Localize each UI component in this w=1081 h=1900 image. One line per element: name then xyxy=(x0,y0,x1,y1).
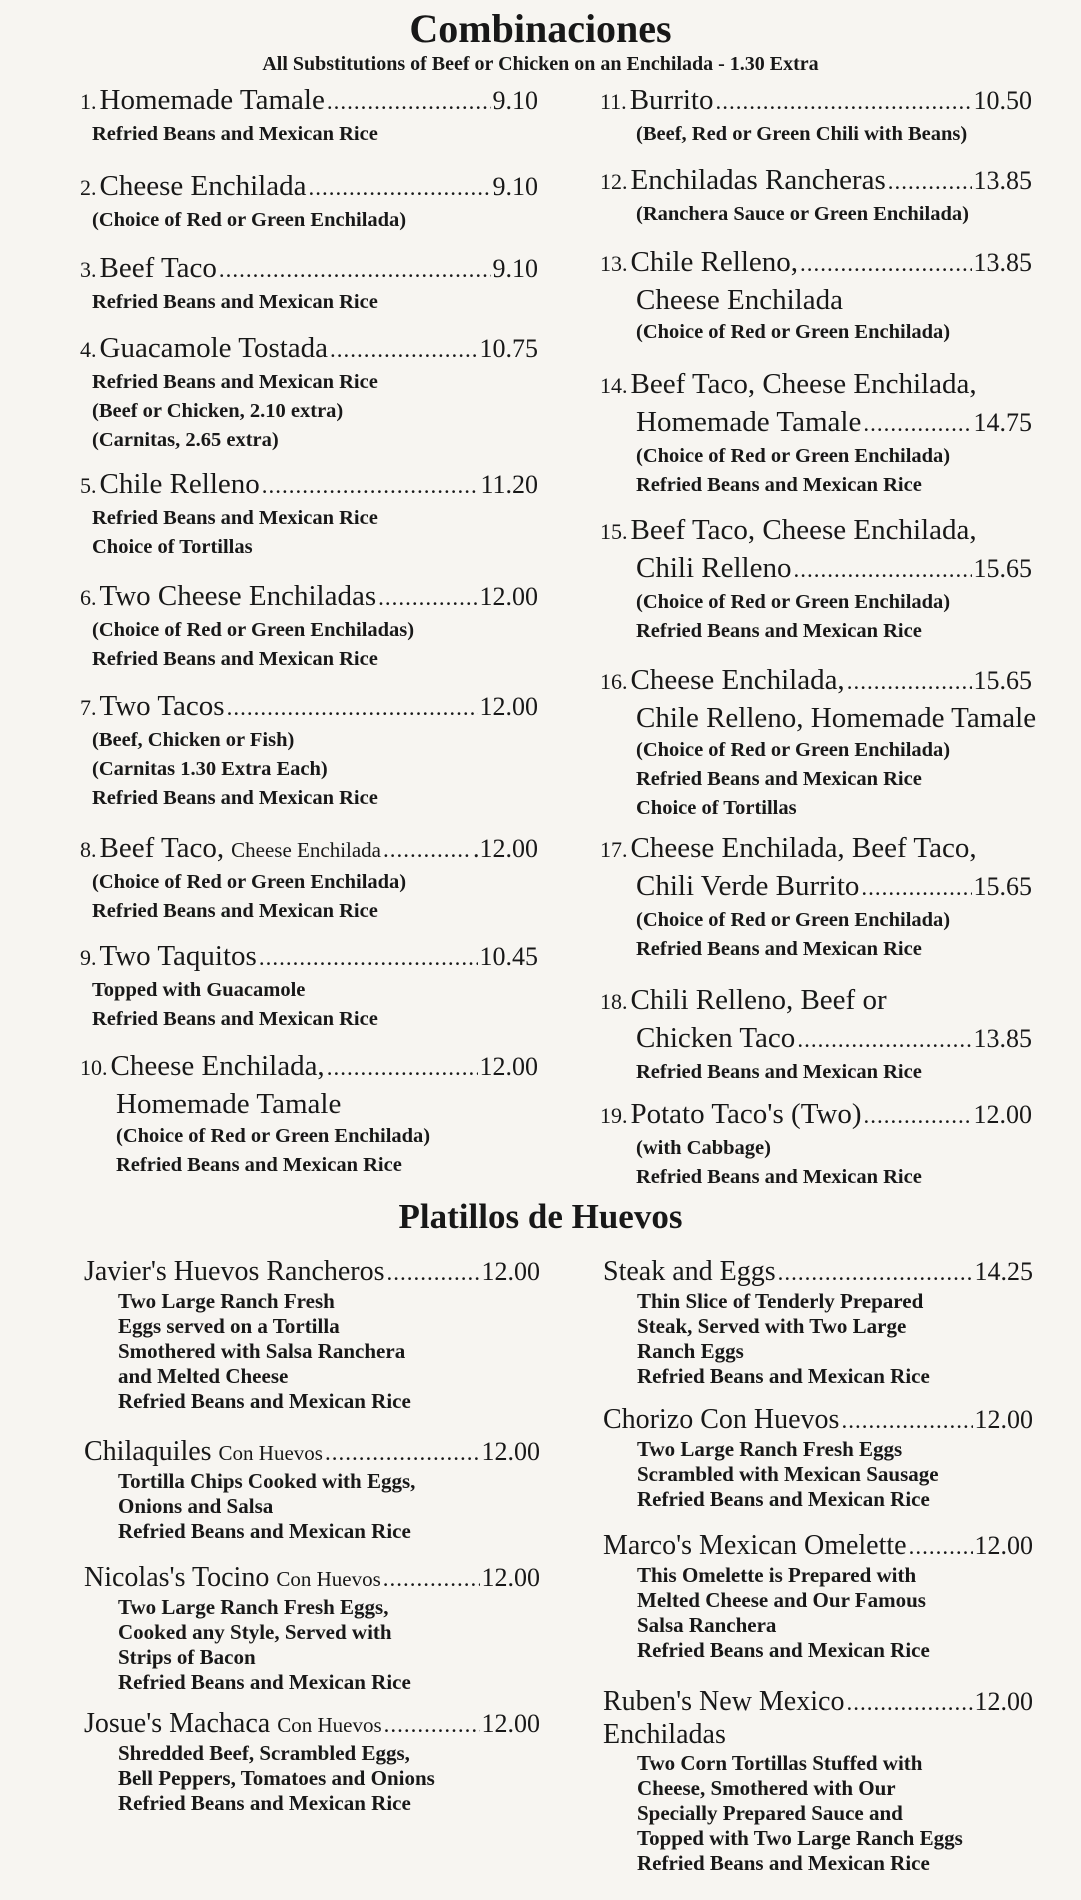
menu-item-header xyxy=(600,550,1032,588)
item-description-line: Refried Beans and Mexican Rice xyxy=(636,938,922,960)
item-name-suffix: Con Huevos xyxy=(276,1567,381,1591)
item-name: Guacamole Tostada xyxy=(99,332,329,364)
item-name: Cheese Enchilada, xyxy=(110,1050,325,1082)
menu-item-header xyxy=(80,688,538,726)
item-price: 14.25 xyxy=(974,1257,1033,1286)
item-name: Steak and Eggs xyxy=(603,1256,776,1287)
item-description-line: Two Large Ranch Fresh Eggs xyxy=(637,1437,903,1461)
item-description-line: Strips of Bacon xyxy=(118,1645,256,1669)
item-description-line: Refried Beans and Mexican Rice xyxy=(92,900,378,922)
item-description-line: Cooked any Style, Served with xyxy=(118,1620,392,1644)
menu-item-header xyxy=(80,466,538,504)
dot-leader xyxy=(219,252,491,288)
item-description xyxy=(603,1563,1033,1663)
dot-leader xyxy=(863,1098,971,1134)
item-description-line: Refried Beans and Mexican Rice xyxy=(118,1791,411,1815)
item-description xyxy=(603,1289,1033,1389)
item-price: 10.45 xyxy=(479,942,538,971)
menu-item xyxy=(84,1708,540,1816)
item-name: Chorizo Con Huevos xyxy=(603,1404,840,1435)
dot-leader xyxy=(909,1531,973,1563)
item-name: Chili Relleno xyxy=(636,552,792,584)
menu-item xyxy=(603,1404,1033,1512)
item-description-line: Refried Beans and Mexican Rice xyxy=(92,507,378,529)
dot-leader xyxy=(262,468,479,504)
item-description-line: (Choice of Red or Green Enchilada) xyxy=(92,209,407,231)
item-price: 11.20 xyxy=(480,470,538,499)
item-description-line: (Carnitas 1.30 Extra Each) xyxy=(92,758,328,780)
item-price: 12.00 xyxy=(481,1257,540,1286)
item-description-line: Refried Beans and Mexican Rice xyxy=(636,768,922,790)
item-name: Nicolas's Tocino xyxy=(84,1562,270,1593)
menu-item xyxy=(600,662,1037,823)
menu-item-header xyxy=(603,1404,1033,1437)
item-price: 12.00 xyxy=(481,1563,540,1592)
item-number: 7. xyxy=(80,695,97,720)
huevos-section-title: Platillos de Huevos xyxy=(398,1197,683,1236)
item-description-line: Refried Beans and Mexican Rice xyxy=(636,620,922,642)
item-description xyxy=(600,1058,1032,1087)
item-description-line: Eggs served on a Tortilla xyxy=(118,1314,340,1338)
menu-item xyxy=(600,512,1032,646)
menu-item-header xyxy=(80,168,538,206)
menu-item-header xyxy=(84,1436,540,1469)
item-price: 9.10 xyxy=(492,172,538,201)
menu-item xyxy=(80,168,538,235)
item-description xyxy=(80,120,538,149)
item-number: 12. xyxy=(600,169,628,194)
item-description-line: Refried Beans and Mexican Rice xyxy=(636,1061,922,1083)
item-description-line: Refried Beans and Mexican Rice xyxy=(92,291,378,313)
item-description-line: Shredded Beef, Scrambled Eggs, xyxy=(118,1741,410,1765)
menu-item xyxy=(84,1256,540,1414)
item-description-line: Refried Beans and Mexican Rice xyxy=(637,1851,930,1875)
menu-item xyxy=(80,938,538,1034)
menu-item xyxy=(80,578,538,674)
item-description xyxy=(603,1437,1033,1512)
item-name-continued: Homemade Tamale xyxy=(116,1088,342,1120)
item-price: 12.00 xyxy=(481,1709,540,1738)
item-name-continued: Enchiladas xyxy=(603,1719,726,1750)
item-number: 13. xyxy=(600,251,628,276)
item-number: 4. xyxy=(80,337,97,362)
item-description xyxy=(600,120,1032,149)
item-description-line: Ranch Eggs xyxy=(637,1339,744,1363)
item-description xyxy=(600,588,1032,646)
item-description-line: (Beef or Chicken, 2.10 extra) xyxy=(92,400,344,422)
item-name: Potato Taco's (Two) xyxy=(630,1098,862,1130)
item-name-continued: Cheese Enchilada xyxy=(636,284,843,316)
item-price: 12.00 xyxy=(479,1052,538,1081)
item-description xyxy=(80,1122,538,1180)
item-price: 10.50 xyxy=(973,86,1032,115)
menu-item-header xyxy=(600,404,1032,442)
menu-item-header xyxy=(600,244,1032,282)
menu-item xyxy=(600,162,1032,229)
item-description xyxy=(80,976,538,1034)
item-description xyxy=(80,504,538,562)
menu-item xyxy=(80,466,538,562)
menu-item-header xyxy=(80,1048,538,1086)
item-number: 6. xyxy=(80,585,97,610)
item-description-line: (Choice of Red or Green Enchilada) xyxy=(92,871,407,893)
item-name-continued: Chile Relleno, Homemade Tamale xyxy=(636,702,1037,734)
item-description-line: Refried Beans and Mexican Rice xyxy=(92,648,378,670)
item-price: 12.00 xyxy=(479,582,538,611)
item-description-line: Specially Prepared Sauce and xyxy=(637,1801,903,1825)
item-price: 12.00 xyxy=(479,692,538,721)
item-number: 15. xyxy=(600,519,628,544)
item-name: Chile Relleno, xyxy=(630,246,799,278)
menu-item-header xyxy=(80,938,538,976)
item-description-line: Scrambled with Mexican Sausage xyxy=(637,1462,939,1486)
menu-item-header xyxy=(600,1096,1032,1134)
item-name-suffix: Con Huevos xyxy=(277,1713,382,1737)
item-description xyxy=(80,206,538,235)
item-description-line: Topped with Two Large Ranch Eggs xyxy=(637,1826,963,1850)
item-description-line: (Choice of Red or Green Enchilada) xyxy=(636,445,951,467)
item-description-line: Refried Beans and Mexican Rice xyxy=(637,1638,930,1662)
item-description-line: (Choice of Red or Green Enchilada) xyxy=(116,1125,431,1147)
item-name: Beef Taco, Cheese Enchilada, xyxy=(630,368,977,400)
item-number: 8. xyxy=(80,837,97,862)
item-number: 16. xyxy=(600,669,628,694)
item-number: 14. xyxy=(600,373,628,398)
item-description xyxy=(84,1741,540,1816)
item-price: 12.00 xyxy=(974,1405,1033,1434)
item-number: 5. xyxy=(80,473,97,498)
item-description xyxy=(600,1134,1032,1192)
item-name: Beef Taco, xyxy=(99,832,225,864)
item-description-line: Refried Beans and Mexican Rice xyxy=(92,1008,378,1030)
dot-leader xyxy=(847,664,972,700)
item-description-line: Onions and Salsa xyxy=(118,1494,274,1518)
item-description-line: Thin Slice of Tenderly Prepared xyxy=(637,1289,924,1313)
item-description-line: Salsa Ranchera xyxy=(637,1613,777,1637)
item-description-line: (with Cabbage) xyxy=(636,1137,771,1159)
item-description-line: Choice of Tortillas xyxy=(636,797,797,819)
dot-leader xyxy=(378,580,477,616)
menu-item-header xyxy=(600,162,1032,200)
item-price: 14.75 xyxy=(973,408,1032,437)
menu-item xyxy=(80,82,538,149)
item-description-line: Melted Cheese and Our Famous xyxy=(637,1588,926,1612)
item-name: Cheese Enchilada, Beef Taco, xyxy=(630,832,977,864)
menu-item xyxy=(80,688,538,813)
menu-item xyxy=(80,830,538,926)
item-name-suffix: Con Huevos xyxy=(218,1441,323,1465)
menu-item xyxy=(84,1436,540,1544)
dot-leader xyxy=(888,164,972,200)
menu-item xyxy=(600,366,1032,500)
item-description-line: (Choice of Red or Green Enchilada) xyxy=(636,739,951,761)
menu-item-header xyxy=(84,1256,540,1289)
item-description-line: Tortilla Chips Cooked with Eggs, xyxy=(118,1469,416,1493)
item-description xyxy=(603,1751,1033,1876)
dot-leader xyxy=(778,1257,973,1289)
item-number: 3. xyxy=(80,257,97,282)
page-title: Combinaciones xyxy=(409,6,672,51)
item-description-line: Topped with Guacamole xyxy=(92,979,306,1001)
item-price: 10.75 xyxy=(479,334,538,363)
item-description-line: Two Corn Tortillas Stuffed with xyxy=(637,1751,923,1775)
dot-leader xyxy=(325,1437,480,1469)
item-description xyxy=(84,1595,540,1695)
dot-leader xyxy=(797,1022,971,1058)
item-name: Beef Taco, Cheese Enchilada, xyxy=(630,514,977,546)
item-description xyxy=(600,318,1032,347)
item-description-line: Smothered with Salsa Ranchera xyxy=(118,1339,406,1363)
menu-item xyxy=(600,830,1032,964)
dot-leader xyxy=(259,940,478,976)
menu-item-header xyxy=(603,1686,1033,1719)
item-name: Cheese Enchilada, xyxy=(630,664,845,696)
item-description-line: and Melted Cheese xyxy=(118,1364,289,1388)
item-description xyxy=(80,868,538,926)
menu-item-header xyxy=(603,1530,1033,1563)
menu-item-header xyxy=(603,1256,1033,1289)
menu-item xyxy=(600,82,1032,149)
item-name: Chile Relleno xyxy=(99,468,260,500)
dot-leader xyxy=(327,1050,478,1086)
menu-item-header xyxy=(600,366,1032,404)
item-price: 12.00 xyxy=(974,1531,1033,1560)
item-number: 1. xyxy=(80,89,97,114)
item-description-line: Choice of Tortillas xyxy=(92,536,253,558)
item-price: 15.65 xyxy=(973,666,1032,695)
dot-leader xyxy=(383,1563,480,1595)
item-description-line: Refried Beans and Mexican Rice xyxy=(637,1487,930,1511)
dot-leader xyxy=(793,552,971,588)
item-description xyxy=(600,906,1032,964)
item-price: 13.85 xyxy=(973,1024,1032,1053)
item-description-line: (Choice of Red or Green Enchilada) xyxy=(636,909,951,931)
menu-item-header xyxy=(84,1708,540,1741)
dot-leader xyxy=(384,1709,480,1741)
item-description-line: Refried Beans and Mexican Rice xyxy=(116,1154,402,1176)
item-description-line: (Choice of Red or Green Enchilada) xyxy=(636,591,951,613)
item-price: 15.65 xyxy=(973,554,1032,583)
dot-leader xyxy=(308,170,490,206)
item-description-line: (Choice of Red or Green Enchilada) xyxy=(636,321,951,343)
item-description xyxy=(600,442,1032,500)
menu-item-header xyxy=(80,330,538,368)
menu-item-header xyxy=(600,1020,1032,1058)
item-description-line: Two Large Ranch Fresh xyxy=(118,1289,335,1313)
menu-item xyxy=(603,1686,1033,1876)
dot-leader xyxy=(861,870,971,906)
item-name: Beef Taco xyxy=(99,252,217,284)
item-description-line: Refried Beans and Mexican Rice xyxy=(118,1389,411,1413)
item-description-line: (Carnitas, 2.65 extra) xyxy=(92,429,279,451)
item-price: 13.85 xyxy=(973,248,1032,277)
menu-item xyxy=(603,1530,1033,1663)
item-description-line: Refried Beans and Mexican Rice xyxy=(637,1364,930,1388)
item-name: Homemade Tamale xyxy=(636,406,862,438)
item-description xyxy=(80,288,538,317)
menu-item xyxy=(600,982,1032,1087)
menu-item-header xyxy=(600,868,1032,906)
dot-leader xyxy=(227,690,478,726)
menu-item-header xyxy=(80,578,538,616)
dot-leader xyxy=(383,832,471,868)
item-description-line: (Beef, Red or Green Chili with Beans) xyxy=(636,123,968,145)
item-price: 12.00 xyxy=(973,1100,1032,1129)
item-description-line: Refried Beans and Mexican Rice xyxy=(92,123,378,145)
item-number: 11. xyxy=(600,89,627,114)
menu-item xyxy=(603,1256,1033,1389)
menu-item-header xyxy=(600,982,1032,1020)
menu-item xyxy=(600,244,1032,347)
item-description-line: Two Large Ranch Fresh Eggs, xyxy=(118,1595,389,1619)
item-name: Two Taquitos xyxy=(99,940,257,972)
item-name: Homemade Tamale xyxy=(99,84,325,116)
item-name: Burrito xyxy=(629,84,714,116)
item-description-line: (Choice of Red or Green Enchiladas) xyxy=(92,619,415,641)
item-price: 9.10 xyxy=(492,86,538,115)
menu-item-header xyxy=(80,830,538,868)
item-name: Marco's Mexican Omelette xyxy=(603,1530,907,1561)
item-description-line: Refried Beans and Mexican Rice xyxy=(636,474,922,496)
item-description-line: Refried Beans and Mexican Rice xyxy=(636,1166,922,1188)
item-description xyxy=(80,616,538,674)
item-description-line: (Beef, Chicken or Fish) xyxy=(92,729,295,751)
item-price: 15.65 xyxy=(973,872,1032,901)
menu-item xyxy=(80,1048,538,1180)
menu-item xyxy=(80,250,538,317)
item-description-line: Cheese, Smothered with Our xyxy=(637,1776,896,1800)
item-name: Chili Relleno, Beef or xyxy=(630,984,887,1016)
item-price: 13.85 xyxy=(973,166,1032,195)
item-description xyxy=(600,736,1032,823)
item-name: Chicken Taco xyxy=(636,1022,796,1054)
item-description xyxy=(84,1469,540,1544)
item-name: Two Cheese Enchiladas xyxy=(99,580,377,612)
item-description xyxy=(600,200,1032,229)
item-description xyxy=(84,1289,540,1414)
item-name: Josue's Machaca xyxy=(84,1708,271,1739)
item-number: 9. xyxy=(80,945,97,970)
substitution-note: All Substitutions of Beef or Chicken on an Enchilada - 1.30 Extra xyxy=(262,53,819,75)
item-name: Cheese Enchilada xyxy=(99,170,307,202)
menu-item-header xyxy=(84,1562,540,1595)
dot-leader xyxy=(841,1405,972,1437)
item-number: 2. xyxy=(80,175,97,200)
menu-item xyxy=(600,1096,1032,1192)
item-description xyxy=(80,726,538,813)
item-description-line: Steak, Served with Two Large xyxy=(637,1314,907,1338)
dot-leader xyxy=(800,246,971,282)
item-number: 18. xyxy=(600,989,628,1014)
item-name: Chilaquiles xyxy=(84,1436,212,1467)
item-number: 10. xyxy=(80,1055,108,1080)
item-name-suffix: Cheese Enchilada xyxy=(231,838,382,862)
item-number: 19. xyxy=(600,1103,628,1128)
item-name: Enchiladas Rancheras xyxy=(630,164,886,196)
dot-leader xyxy=(846,1687,972,1719)
menu-item xyxy=(80,330,538,455)
item-name: Chili Verde Burrito xyxy=(636,870,860,902)
item-description-line: Refried Beans and Mexican Rice xyxy=(92,787,378,809)
item-description-line: Refried Beans and Mexican Rice xyxy=(92,371,378,393)
item-name: Ruben's New Mexico xyxy=(603,1686,845,1717)
item-name: Two Tacos xyxy=(99,690,225,722)
item-price: .12.00 xyxy=(473,834,538,863)
dot-leader xyxy=(863,406,971,442)
item-name: Javier's Huevos Rancheros xyxy=(84,1256,385,1287)
menu-item-header xyxy=(80,250,538,288)
item-number: 17. xyxy=(600,837,628,862)
item-description-line: Refried Beans and Mexican Rice xyxy=(118,1519,411,1543)
item-description-line: Refried Beans and Mexican Rice xyxy=(118,1670,411,1694)
dot-leader xyxy=(715,84,971,120)
dot-leader xyxy=(387,1257,480,1289)
menu-item xyxy=(84,1562,540,1695)
item-description-line: Bell Peppers, Tomatoes and Onions xyxy=(118,1766,435,1790)
menu-item-header xyxy=(600,830,1032,868)
item-description-line: This Omelette is Prepared with xyxy=(637,1563,917,1587)
menu-item-header xyxy=(80,82,538,120)
item-description xyxy=(80,368,538,455)
dot-leader xyxy=(327,84,491,120)
menu-item-header xyxy=(600,82,1032,120)
item-price: 12.00 xyxy=(974,1687,1033,1716)
menu-item-header xyxy=(600,662,1032,700)
item-price: 12.00 xyxy=(481,1437,540,1466)
menu-item-header xyxy=(600,512,1032,550)
item-price: 9.10 xyxy=(492,254,538,283)
item-description-line: (Ranchera Sauce or Green Enchilada) xyxy=(636,203,969,225)
dot-leader xyxy=(330,332,477,368)
